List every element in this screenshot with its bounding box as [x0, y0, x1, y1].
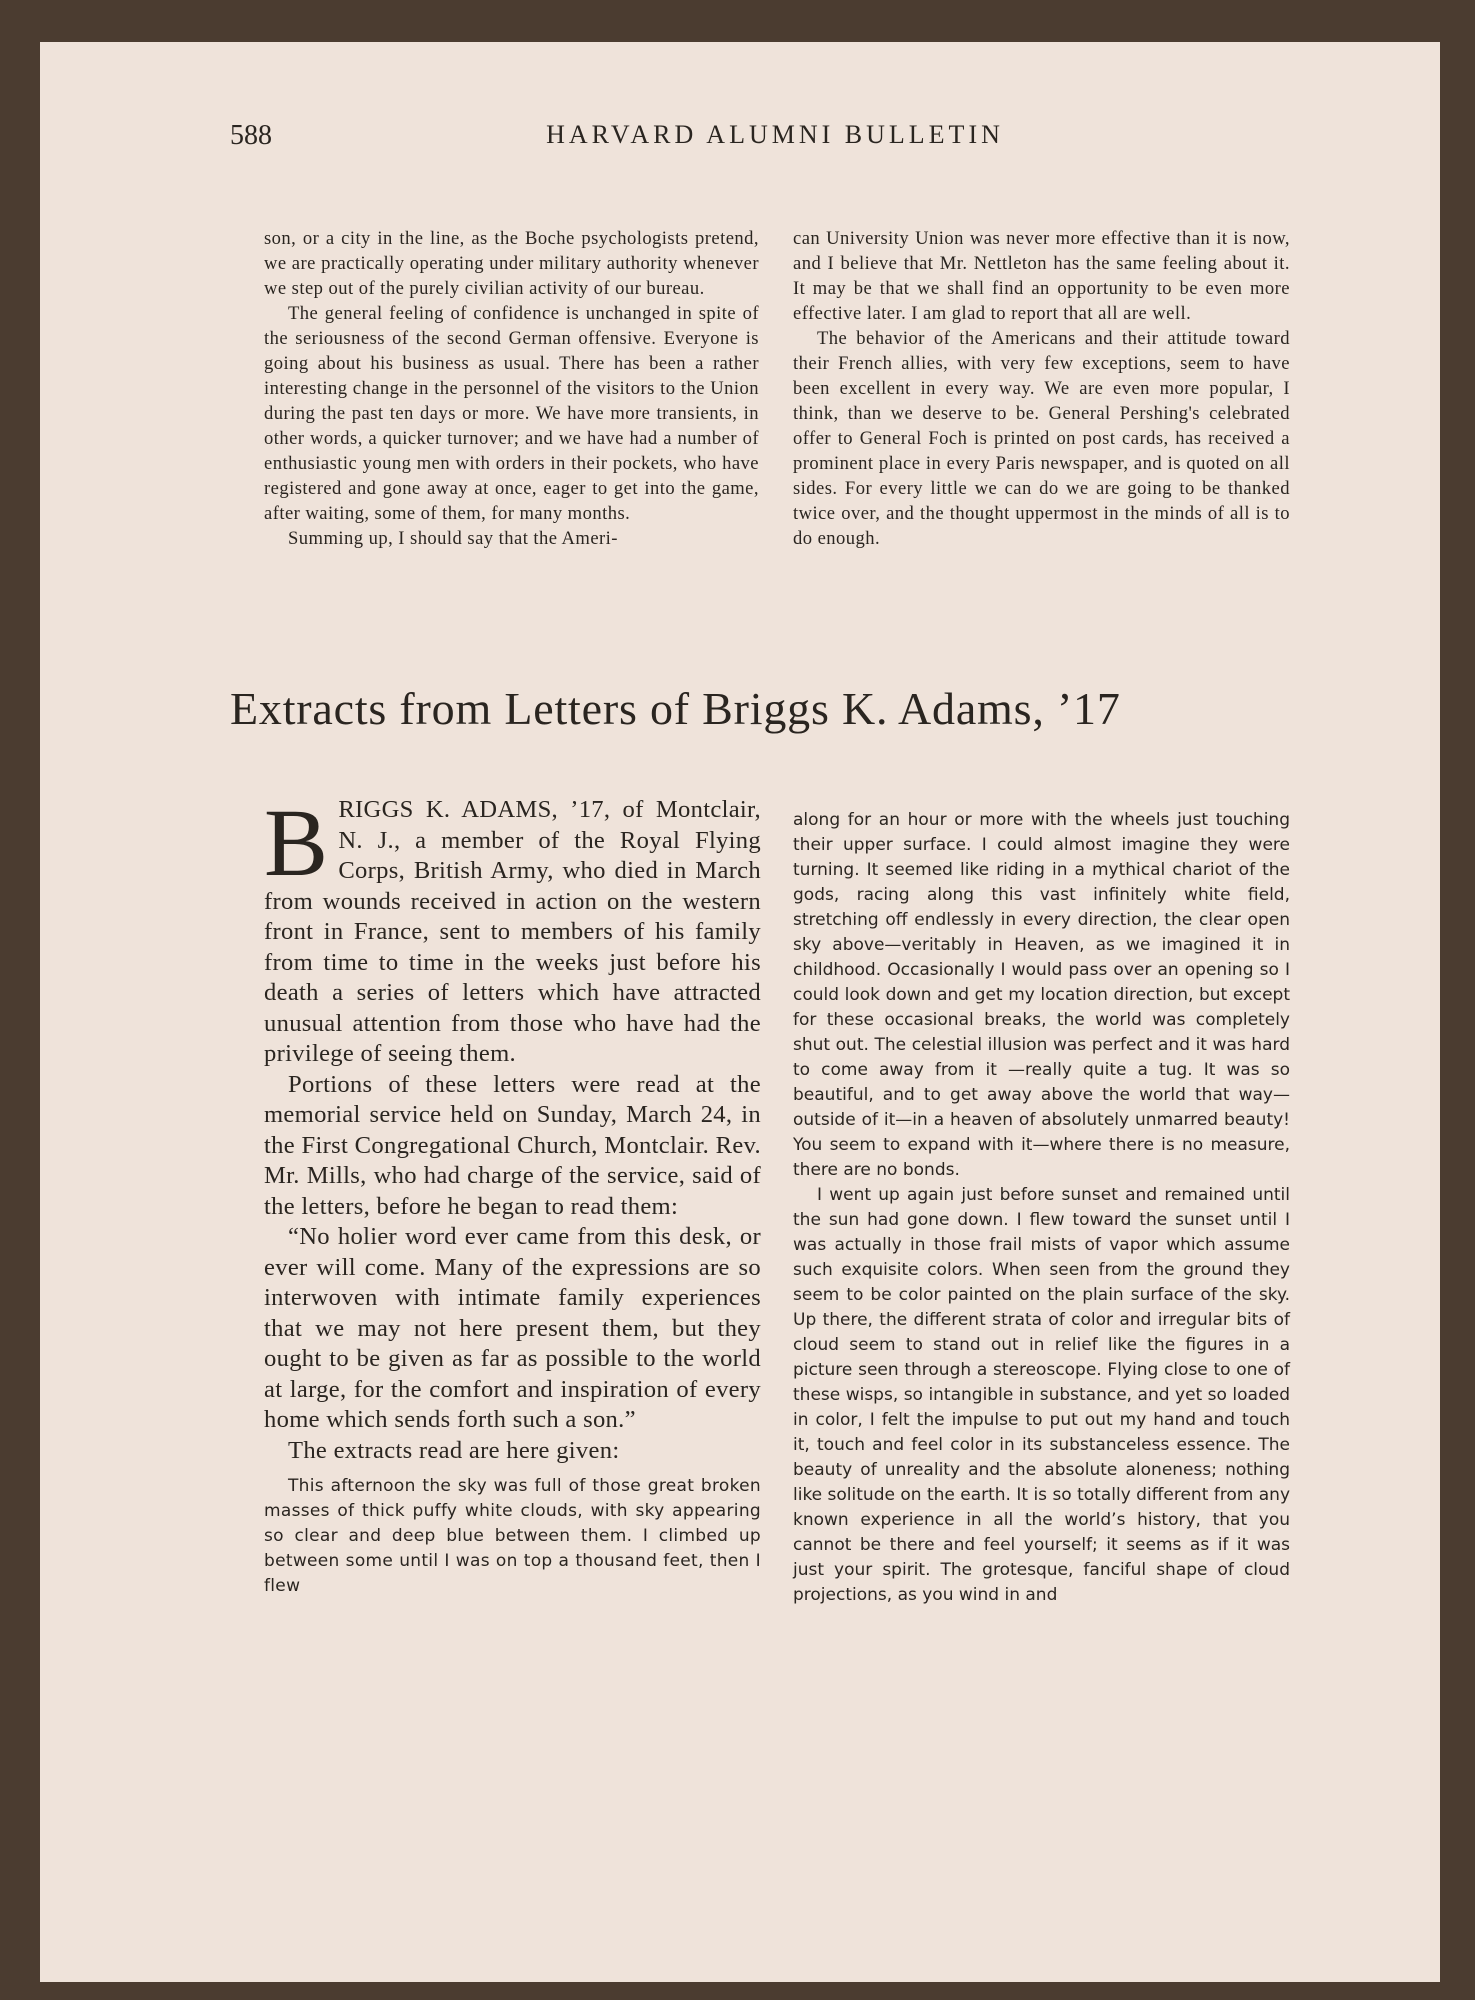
paragraph: can University Union was never more effective than it is now, and I believe that Mr. Nettleton has the same feeling about it. It may be that we shall find an opportunity to be even more effective later. I am glad to report that all are well. — [793, 228, 1290, 324]
article-left-column — [264, 789, 761, 1599]
extract-paragraph: along for an hour or more with the wheels just touching their upper surface. I could almost imagine they were turning. It seemed like riding in a mythical chariot of the gods, racing along this vast infinitely white field, stretching off endlessly in every direction, the clear open sky above—veritably in Heaven, as we imagined it in childhood. Occasionally I would pass over an opening so I could look down and get my location direction, but except for these occasional breaks, the world was completely shut out. The celestial illusion was perfect and it was hard to come away from it —really quite a tug. It was so beautiful, and to get away above the world that way—outside of it—in a heaven of absolutely unmarred beauty! You seem to expand with it—where there is no measure, there are no bonds. — [793, 810, 1290, 1180]
drop-cap: B — [264, 789, 329, 896]
paragraph: “No holier word ever came from this desk, or ever will come. Many of the expressions are so interwoven with intimate family experiences that we may not here present them, but they ought to be given as far as possible to the world at large, for the comfort and inspiration of every home which sends forth such a son.” — [264, 1223, 761, 1433]
extract-paragraph: I went up again just before sunset and remained until the sun had gone down. I flew toward the sunset until I was actually in those frail mists of vapor which assume such exquisite colors. When seen from the ground they seem to be color painted on the plain surface of the sky. Up there, the different strata of color and irregular bits of cloud seem to stand out in relief like the figures in a picture seen through a stereoscope. Flying close to one of these wisps, so intangible in substance, and yet so loaded in color, I felt the impulse to put out my hand and touch it, touch and feel color in its substanceless essence. The beauty of unreality and the absolute aloneness; nothing like solitude on the earth. It is so totally different from any known experience in all the world’s history, that you cannot be there and feel yourself; it seems as if it was just your spirit. The grotesque, fanciful shape of cloud projections, as you wind in and — [793, 1185, 1290, 1605]
article-right-column — [793, 808, 1290, 1608]
extract-paragraph: This afternoon the sky was full of those great broken masses of thick puffy white clouds, with sky appearing so clear and deep blue between them. I climbed up between some until I was on top a thousand feet, then I flew — [264, 1476, 761, 1596]
lead-paragraph — [264, 789, 761, 1070]
page-header — [230, 120, 1260, 170]
article-title: Extracts from Letters of Briggs K. Adams, ’17 — [230, 683, 1121, 734]
lead-text: RIGGS K. ADAMS, ’17, of Montclair, N. J., a member of the Royal Flying Corps, British Army, who died in March from wounds received in action on the western front in France, sent to members of his family from time to time in the weeks just before his death a series of letters which have attracted unusual attention from those who have had the privilege of seeing them. — [264, 796, 761, 1067]
paragraph: The behavior of the Americans and their attitude toward their French allies, with very few exceptions, seem to have been excellent in every way. We are even more popular, I think, than we deserve to be. General Pershing's celebrated offer to General Foch is printed on post cards, has received a prominent place in every Paris newspaper, and is quoted on all sides. For every little we can do we are going to be thanked twice over, and the thought uppermost in the minds of all is to do enough. — [793, 328, 1290, 549]
paragraph: The extracts read are here given: — [288, 1436, 620, 1464]
paragraph: The general feeling of confidence is unchanged in spite of the seriousness of the second German offensive. Everyone is going about his business as usual. There has been a rather interesting change in the personnel of the visitors to the Union during the past ten days or more. We have more transients, in other words, a quicker turnover; and we have had a number of enthusiastic young men with orders in their pockets, who have registered and gone away at once, eager to get into the game, after waiting, some of them, for many months. — [264, 303, 759, 524]
top-left-column — [264, 226, 759, 551]
paragraph: son, or a city in the line, as the Boche psychologists pretend, we are practically operating under military authority whenever we step out of the purely civilian activity of our bureau. — [264, 228, 759, 299]
paragraph: Summing up, I should say that the Ameri- — [288, 528, 618, 549]
paragraph: Portions of these letters were read at the memorial service held on Sunday, March 24, in the First Congregational Church, Montclair. Rev. Mr. Mills, who had charge of the service, said of the letters, before he began to read them: — [264, 1070, 761, 1220]
running-head: HARVARD ALUMNI BULLETIN — [546, 120, 1004, 149]
page-number: 588 — [230, 120, 272, 151]
top-right-column — [793, 226, 1290, 551]
